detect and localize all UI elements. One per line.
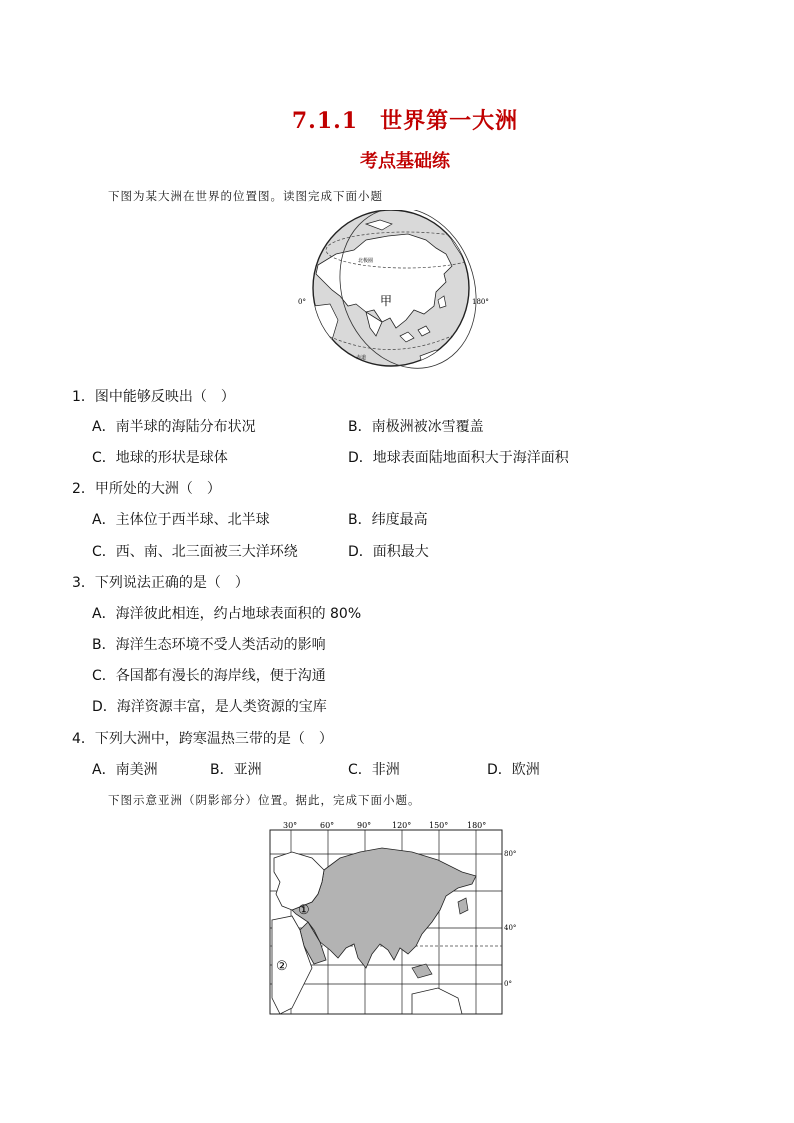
question-4-option-b[interactable]: B．亚洲 — [210, 762, 262, 778]
question-2-option-a[interactable]: A．主体位于西半球、北半球 — [92, 512, 270, 528]
question-1-stem: 1．图中能够反映出（ ） — [72, 389, 235, 405]
question-1-option-c[interactable]: C．地球的形状是球体 — [92, 450, 228, 466]
lat-label-40: 40° — [504, 924, 517, 932]
question-1-option-d[interactable]: D．地球表面陆地面积大于海洋面积 — [348, 450, 569, 466]
asia-grid-map — [262, 818, 522, 1018]
marker-2: ② — [276, 959, 288, 974]
question-2-option-c[interactable]: C．西、南、北三面被三大洋环绕 — [92, 544, 298, 560]
arctic-circle-label: 北极圈 — [358, 258, 374, 264]
marker-1: ① — [298, 903, 310, 918]
question-1-option-a[interactable]: A．南半球的海陆分布状况 — [92, 419, 256, 435]
section-subtitle: 考点基础练 — [360, 151, 450, 172]
question-3-option-c[interactable]: C．各国都有漫长的海岸线，便于沟通 — [92, 668, 326, 684]
lon-label-90: 90° — [357, 821, 372, 830]
question-1-option-b[interactable]: B．南极洲被冰雪覆盖 — [348, 419, 484, 435]
question-4-option-a[interactable]: A．南美洲 — [92, 762, 158, 778]
region-jia-label: 甲 — [380, 294, 393, 308]
lesson-name: 世界第一大洲 — [380, 108, 519, 134]
longitude-180-label: 180° — [472, 298, 489, 306]
question-3-option-b[interactable]: B．海洋生态环境不受人类活动的影响 — [92, 637, 326, 653]
globe-figure — [296, 210, 496, 370]
question-4-option-d[interactable]: D．欧洲 — [487, 762, 540, 778]
question-2-option-d[interactable]: D．面积最大 — [348, 544, 429, 560]
lon-label-120: 120° — [392, 821, 412, 830]
question-2-stem: 2．甲所处的大洲（ ） — [72, 481, 221, 497]
lon-label-60: 60° — [320, 821, 335, 830]
lon-label-180: 180° — [467, 821, 487, 830]
equator-label: 赤道 — [356, 355, 367, 361]
lat-label-0: 0° — [504, 980, 512, 988]
lon-label-30: 30° — [283, 821, 298, 830]
question-3-option-d[interactable]: D．海洋资源丰富，是人类资源的宝库 — [92, 699, 327, 715]
question-4-stem: 4．下列大洲中，跨寒温热三带的是（ ） — [72, 731, 333, 747]
longitude-0-label: 0° — [298, 298, 306, 306]
question-4-option-c[interactable]: C．非洲 — [348, 762, 400, 778]
lesson-number: 7.1.1 — [291, 108, 359, 134]
question-3-option-a[interactable]: A．海洋彼此相连，约占地球表面积的 80% — [92, 606, 362, 622]
lesson-title — [0, 104, 794, 135]
question-3-stem: 3．下列说法正确的是（ ） — [72, 575, 249, 591]
lon-label-150: 150° — [429, 821, 449, 830]
question-2-option-b[interactable]: B．纬度最高 — [348, 512, 428, 528]
figure1-intro: 下图为某大洲在世界的位置图。读图完成下面小题 — [108, 189, 383, 203]
figure2-intro: 下图示意亚洲（阴影部分）位置。据此，完成下面小题。 — [108, 793, 421, 807]
lat-label-80: 80° — [504, 850, 517, 858]
